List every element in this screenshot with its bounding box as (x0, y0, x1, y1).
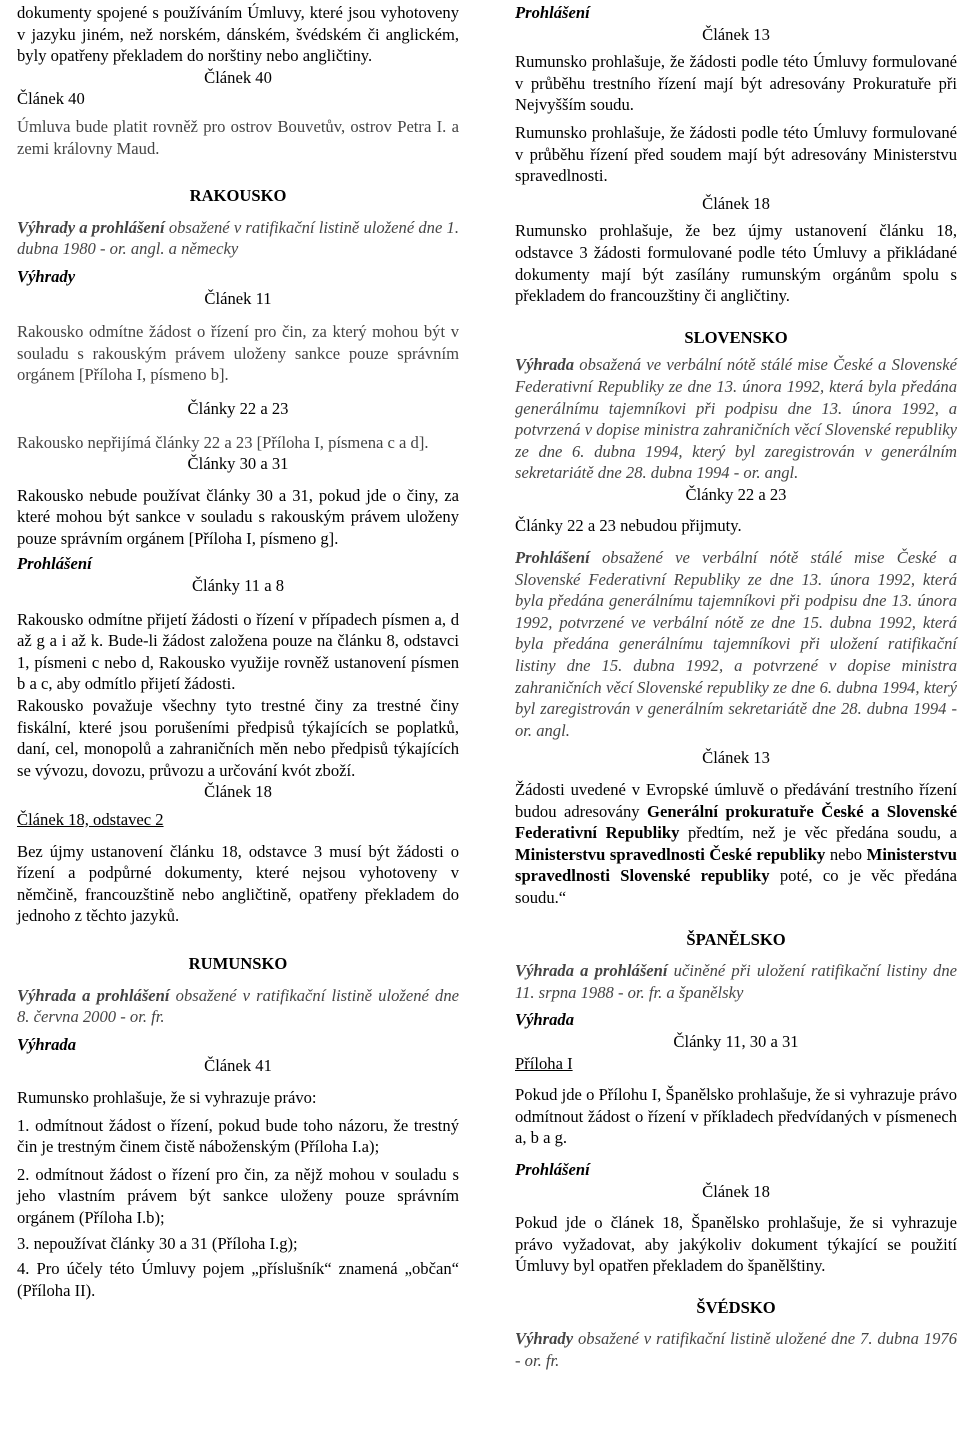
austria-articles-22-23-text: Rakousko nepřijímá články 22 a 23 [Příloha I, písmena c a d]. (17, 432, 429, 452)
austria-article-18-paragraph-label: Článek 18, odstavec 2 (17, 810, 164, 829)
austria-articles-11-8-text-1: Rakousko odmítne přijetí žádosti o řízení v případech písmen a, d až g a i až k. Bude-li žádost založena pouze na článku 8, odstavci 1, písmeni c nebo d, Rakousko využije rovněž ustanovení písmen b a c, aby odmítlo přijetí žádosti. (17, 609, 459, 694)
austria-articles-11-8-text-2: Rakousko považuje všechny tyto trestné činy za trestné činy fiskální, které jsou porušeními předpisů týkajících se poplatků, daní, cel, monopolů a zahraničních měn nebo předpisů týkajících se vývozu, dovozu, průvozu a určování kvót zboží. (17, 696, 459, 780)
slovakia-declaration-rest: obsažené ve verbální nótě stálé mise České a Slovenské Federativní Republiky ze dne 13. února 1992, která byla předána generálnímu tajemníkovi při podpisu dne 13. února 1992, potvrzené ve verbální nótě ze dne 15. dubna 1992, která byla předána generálnímu tajemníkovi při uložení ratifikační listiny dne 15. dubna 1992, a potvrzené v dopise ministra zahraničních věcí Slovenské republiky ze dne 6. dubna 1994, který byl zaregistrován v generálním sekretariátě dne 28. dubna 1994 - or. angl. (515, 548, 957, 740)
slovakia-reservation-keyword: Výhrada (515, 355, 575, 375)
slovakia-article-13-text (515, 779, 957, 909)
austria-articles-30-31-text: Rakousko nebude používat články 30 a 31, pokud jde o činy, za které mohou být sankce v souladu s rakouským právem uloženy pouze správním orgánem [Příloha I, písmeno g]. (17, 485, 459, 548)
section-title-romania: RUMUNSKO (188, 953, 288, 973)
austria-intro-keyword: Výhrady a prohlášení (17, 217, 165, 237)
slovakia-reservation-rest: obsažená ve verbální nótě stálé mise České a Slovenské Federativní Republiky ze dne 13. února 1992, která byla předána generálnímu tajemníkovi při podpisu dne 13. února 1992, a potvrzená v dopise ministra zahraničních věcí Slovenské republiky ze dne 6. dubna 1994, který byl zaregistrován v generálním sekretariátě dne 28. dubna 1994 - or. angl. (515, 355, 957, 483)
intro-paragraph: dokumenty spojené s používáním Úmluvy, které jsou vyhotoveny v jazyku jiném, než norském, dánském, švédském či anglickém, byly opatřeny překladem do norštiny nebo angličtiny. (17, 3, 459, 66)
romania-intro-keyword: Výhrada a prohlášení (17, 985, 170, 1005)
austria-articles-22-23-heading: Články 22 a 23 (187, 398, 289, 418)
austria-intro (17, 217, 459, 260)
austria-articles-30-31-heading: Články 30 a 31 (187, 454, 289, 474)
text-segment: předtím, než je věc předána soudu, a (679, 823, 957, 843)
romania-list-item-3: 3. nepoužívat články 30 a 31 (Příloha I.g); (17, 1233, 298, 1253)
spain-intro-rest: učiněné při uložení ratifikační listiny dne 11. srpna 1988 - or. fr. a španělsky (515, 961, 958, 1002)
romania-vyhrada-label: Výhrada (17, 1034, 77, 1054)
austria-vyhrady-label: Výhrady (17, 266, 76, 286)
spain-prohlaseni-label: Prohlášení (515, 1159, 590, 1179)
text-segment: poté, co je věc předána soudu.“ (515, 866, 957, 907)
romania-article-18-text: Rumunsko prohlašuje, že bez újmy ustanovení článku 18, odstavce 3 žádosti formulované podle této Úmluvy a přikládané dokumenty mají být zasílány rumunským orgánům spolu s překladem do francouzštiny či angličtiny. (515, 221, 957, 306)
section-title-sweden: ŠVÉDSKO (696, 1297, 776, 1317)
romania-intro-rest: obsažené v ratifikační listině uložené dne 8. června 2000 - or. fr. (17, 985, 459, 1027)
romania-article-18-heading: Článek 18 (702, 193, 770, 213)
spain-articles-11-30-31-heading: Články 11, 30 a 31 (673, 1031, 799, 1051)
text-segment: Žádosti uvedené v Evropské úmluvě o předávání trestního řízení budou adresovány (515, 780, 957, 821)
article-40-subheading: Článek 40 (17, 89, 85, 109)
slovakia-declaration-keyword: Prohlášení (515, 548, 590, 568)
sweden-intro-keyword: Výhrady (515, 1329, 574, 1349)
austria-article-18-heading: Článek 18 (204, 782, 272, 802)
austria-intro-rest: obsažené v ratifikační listině uložené dne 1. dubna 1980 - or. angl. a německy (17, 217, 459, 259)
spain-annex-label: Příloha I (515, 1053, 573, 1073)
spain-annex-text: Pokud jde o Přílohu I, Španělsko prohlašuje, že si vyhrazuje právo odmítnout žádost o řízení v příkladech předvídaných v písmenech a, b a g. (515, 1085, 957, 1148)
slovakia-article-13-heading: Článek 13 (702, 748, 770, 768)
romania-list-item-1: 1. odmítnout žádost o řízení, pokud bude toho názoru, že trestný čin je trestným činem čistě náboženským (Příloha I.a); (17, 1115, 459, 1157)
slovakia-articles-22-23-heading: Články 22 a 23 (685, 484, 787, 504)
sweden-intro (515, 1328, 957, 1371)
spain-intro-keyword: Výhrada a prohlášení (515, 961, 668, 981)
section-title-austria: RAKOUSKO (189, 186, 287, 206)
article-40-heading: Článek 40 (204, 67, 272, 87)
austria-articles-11-8-heading: Články 11 a 8 (191, 576, 285, 596)
slovakia-declaration-intro (515, 547, 957, 741)
romania-article-41-heading: Článek 41 (204, 1056, 272, 1076)
section-title-spain: ŠPANĚLSKO (686, 929, 786, 949)
austria-article-11-heading: Článek 11 (204, 288, 272, 308)
romania-prohlaseni-label: Prohlášení (515, 3, 590, 22)
text-segment-bold: Ministerstvu spravedlnosti České republiky (515, 844, 826, 864)
slovakia-articles-22-23-text: Články 22 a 23 nebudou přijmuty. (515, 516, 742, 536)
austria-prohlaseni-label: Prohlášení (17, 554, 92, 574)
text-segment-bold: Ministerstvu spravedlnosti Slovenské republiky (515, 844, 957, 886)
spain-intro (515, 960, 957, 1003)
austria-article-11-text: Rakousko odmítne žádost o řízení pro čin, za který mohou být v souladu s rakouským právem uloženy sankce pouze správním orgánem [Příloha I, písmeno b]. (17, 322, 459, 385)
left-column (17, 2, 459, 1301)
romania-article-13-heading: Článek 13 (702, 24, 770, 44)
section-title-slovakia: SLOVENSKO (684, 327, 788, 347)
text-segment-bold: Generální prokuratuře České a Slovenské Federativní Republiky (515, 801, 957, 843)
spain-vyhrada-label: Výhrada (515, 1010, 575, 1030)
spain-article-18-text: Pokud jde o článek 18, Španělsko prohlašuje, že si vyhrazuje právo vyžadovat, aby jakýkoliv dokument týkající se použití Úmluvy byl opatřen překladem do španělštiny. (515, 1213, 957, 1276)
romania-article-13-text-2: Rumunsko prohlašuje, že žádosti podle této Úmluvy formulované v průběhu řízení před soudem mají být adresovány Ministerstvu spravedlnosti. (515, 122, 957, 186)
austria-article-18-text: Bez újmy ustanovení článku 18, odstavce 3 musí být žádosti o řízení a podpůrné dokumenty, které nejsou vyhotoveny v němčině, francouzštině nebo angličtině, opatřeny překladem do jednoho z těchto jazyků. (17, 841, 459, 926)
sweden-intro-rest: obsažené v ratifikační listině uložené dne 7. dubna 1976 - or. fr. (515, 1329, 957, 1371)
romania-intro (17, 985, 459, 1028)
slovakia-reservation-intro (515, 354, 957, 484)
romania-list-item-4: 4. Pro účely této Úmluvy pojem „příslušník“ znamená „občan“ (Příloha II). (17, 1259, 459, 1300)
text-segment: nebo (825, 844, 867, 864)
spain-article-18-heading: Článek 18 (702, 1181, 770, 1201)
right-column (515, 2, 957, 1372)
romania-article-13-text-1: Rumunsko prohlašuje, že žádosti podle této Úmluvy formulované v průběhu trestního řízení mají být adresovány Prokuratuře při Nejvyšším soudu. (515, 52, 957, 115)
article-40-text: Úmluva bude platit rovněž pro ostrov Bouvetův, ostrov Petra I. a zemi královny Maud. (17, 116, 459, 158)
romania-article-41-text: Rumunsko prohlašuje, že si vyhrazuje právo: (17, 1087, 317, 1107)
romania-list-item-2: 2. odmítnout žádost o řízení pro čin, za nějž mohou v souladu s jeho vlastním právem být sankce uloženy pouze správním orgánem (Příloha I.b); (17, 1164, 459, 1227)
